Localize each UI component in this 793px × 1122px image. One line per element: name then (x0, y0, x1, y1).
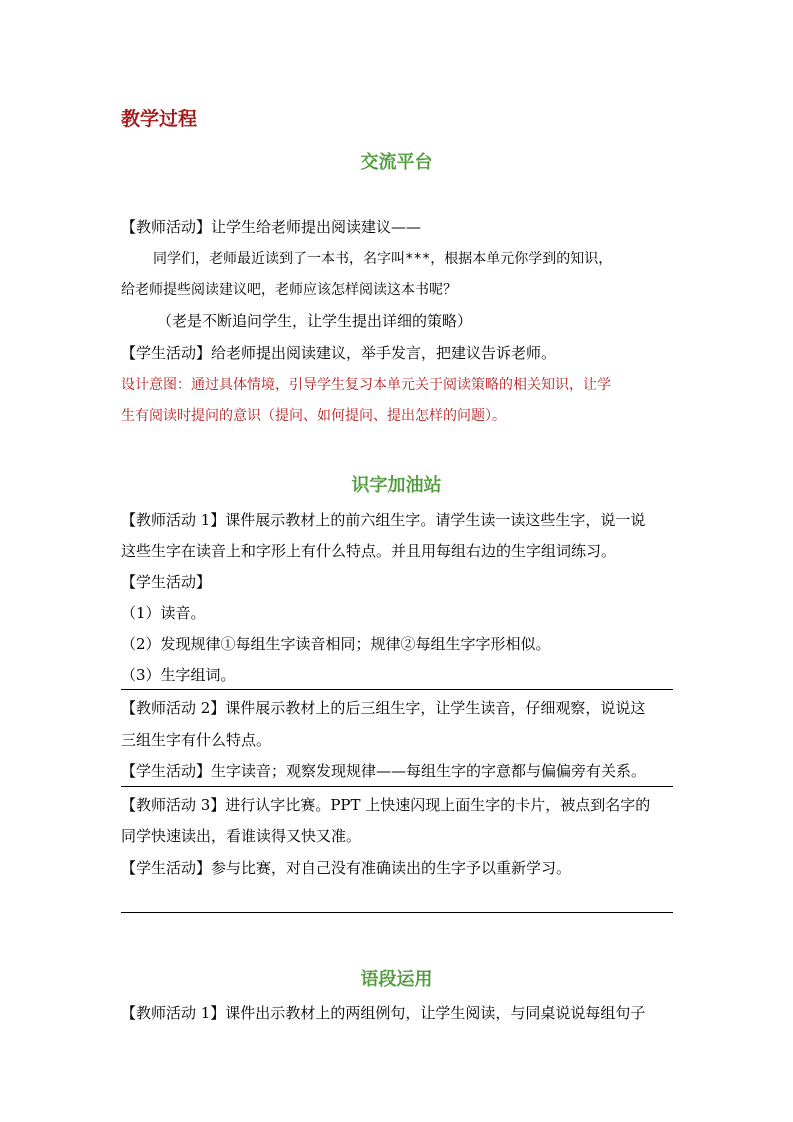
teacher-activity-2-line-2: 三组生字有什么特点。 (121, 731, 272, 749)
teacher-activity-line: 【教师活动】让学生给老师提出阅读建议—— (121, 218, 422, 236)
design-intent-line-2: 生有阅读时提问的意识（提问、如何提问、提出怎样的问题）。 (121, 408, 506, 424)
student-activity-item-1: （1）读音。 (121, 604, 206, 622)
divider-rule (121, 912, 673, 913)
divider-rule (121, 689, 673, 690)
page-heading: 教学过程 (121, 108, 198, 130)
student-activity-item-2: （2）发现规律①每组生字读音相同；规律②每组生字字形相似。 (121, 635, 551, 653)
student-activity-label: 【学生活动】 (121, 573, 212, 591)
teacher-activity-1-line-2: 这些生字在读音上和字形上有什么特点。并且用每组右边的生字组词练习。 (121, 542, 617, 560)
student-activity-3-line: 【学生活动】参与比赛，对自己没有准确读出的生字予以重新学习。 (121, 859, 572, 877)
design-intent-line-1: 设计意图：通过具体情境，引导学生复习本单元关于阅读策略的相关知识，让学 (121, 377, 611, 393)
teacher-activity-3-line-2: 同学快速读出，看谁读得又快又准。 (121, 827, 362, 845)
teacher-activity-3-line-1: 【教师活动 3】进行认字比赛。PPT 上快速闪现上面生字的卡片，被点到名字的 (121, 796, 651, 814)
teacher-activity-1-line-1: 【教师活动 1】课件展示教材上的前六组生字。请学生读一读这些生字，说一说 (121, 511, 646, 529)
divider-rule (121, 786, 673, 787)
student-activity-2-line: 【学生活动】生字读音；观察发现规律——每组生字的字意都与偏偏旁有关系。 (121, 762, 647, 780)
section-title-literacy-station: 识字加油站 (351, 475, 442, 496)
teacher-script-line-1: 同学们，老师最近读到了一本书，名字叫***，根据本单元你学到的知识， (153, 251, 613, 267)
teacher-script-line-2: 给老师提些阅读建议吧，老师应该怎样阅读这本书呢？ (121, 282, 457, 298)
section-title-paragraph-usage: 语段运用 (360, 969, 433, 990)
student-activity-item-3: （3）生字组词。 (121, 666, 236, 684)
teacher-activity-1-line-1: 【教师活动 1】课件出示教材上的两组例句，让学生阅读，与同桌说说每组句子 (121, 1004, 646, 1022)
student-activity-line: 【学生活动】给老师提出阅读建议，举手发言，把建议告诉老师。 (121, 344, 557, 362)
section-title-exchange-platform: 交流平台 (360, 152, 433, 173)
teacher-aside-note: （老是不断追问学生，让学生提出详细的策略） (157, 312, 473, 330)
teacher-activity-2-line-1: 【教师活动 2】课件展示教材上的后三组生字，让学生读音，仔细观察，说说这 (121, 699, 646, 717)
